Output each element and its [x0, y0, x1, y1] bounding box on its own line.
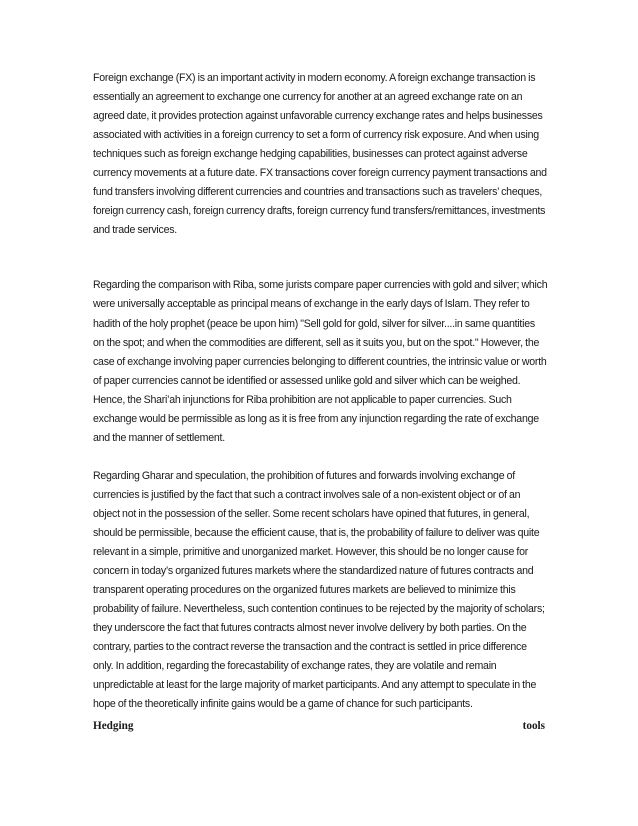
paragraph-riba: Regarding the comparison with Riba, some jurists compare paper currencies with gold and silver; which were universally acceptable as principal means of exchange in the early days of Islam. They refer to hadith of the holy prophet (peace be upon him) "Sell gold for gold, silver for silver....in same quantities on the spot; and when the commodities are different, sell as it suits you, but on the spot." However, the case of exchange involving paper currencies belonging to different countries, the intrinsic value or worth of paper currencies cannot be identified or assessed unlike gold and silver which can be weighed. Hence, the Shari’ah injunctions for Riba prohibition are not applicable to paper currencies. Such exchange would be permissible as long as it is free from any injunction regarding the rate of exchange and the manner of settlement. [93, 279, 548, 444]
section-heading [93, 720, 545, 732]
document-body [93, 69, 548, 714]
paragraph-gharar: Regarding Gharar and speculation, the prohibition of futures and forwards involving exchange of currencies is justified by the fact that such a contract involves sale of a non-existent object or of an object not in the possession of the seller. Some recent scholars have opined that futures, in general, should be permissible, because the efficient cause, that is, the probability of failure to deliver was quite relevant in a simple, primitive and unorganized market. However, this should be no longer cause for concern in today’s organized futures markets where the standardized nature of futures contracts and transparent operating procedures on the organized futures markets are believed to minimize this probability of failure. Nevertheless, such contention continues to be rejected by the majority of scholars; they underscore the fact that futures contracts almost never involve delivery by both parties. On the contrary, parties to the contract reverse the transaction and the contract is settled in price difference only. In addition, regarding the forecastability of exchange rates, they are volatile and remain unpredictable at least for the large majority of market participants. And any attempt to speculate in the hope of the theoretically infinite gains would be a game of chance for such participants. [93, 469, 545, 711]
paragraph-foreign-exchange: Foreign exchange (FX) is an important activity in modern economy. A foreign exchange transaction is essentially an agreement to exchange one currency for another at an agreed exchange rate on an agreed date, it provides protection against unfavorable currency exchange rates and helps businesses associated with activities in a foreign currency to set a form of currency risk exposure. And when using techniques such as foreign exchange hedging capabilities, businesses can protect against adverse currency movements at a future date. FX transactions cover foreign currency payment transactions and fund transfers involving different currencies and countries and transactions such as travelers’ cheques, foreign currency cash, foreign currency drafts, foreign currency fund transfers/remittances, investments and trade services. [93, 72, 547, 237]
heading-hedging: Hedging [93, 720, 134, 732]
heading-tools: tools [522, 720, 545, 732]
